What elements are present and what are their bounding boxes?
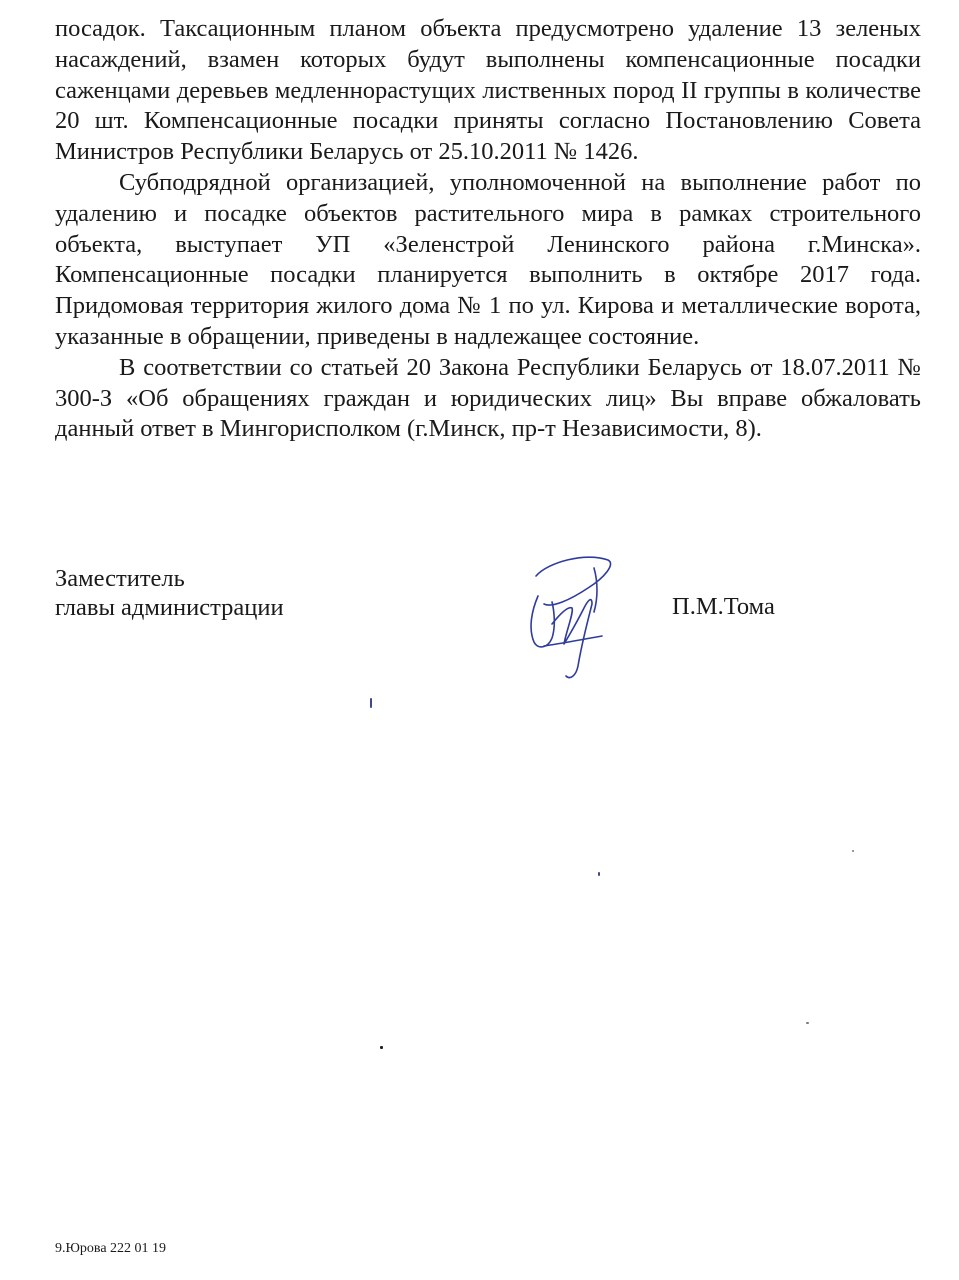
signatory-position-line-2: главы администрации: [55, 594, 284, 621]
paragraph-appeal-rights: В соответствии со статьей 20 Закона Республики Беларусь от 18.07.2011 № 300-З «Об обращениях граждан и юридических лиц» Вы вправе обжаловать данный ответ в Мингорисполком (г.Минск, пр-т Независимости, 8).: [55, 353, 921, 443]
signatory-name: П.М.Тома: [672, 593, 775, 620]
letter-body: [55, 14, 921, 445]
executor-contact: 9.Юрова 222 01 19: [55, 1241, 167, 1256]
paragraph-subcontractor: Субподрядной организацией, уполномоченной на выполнение работ по удалению и посадке объектов растительного мира в рамках строительного объекта, выступает УП «Зеленстрой Ленинского района г.Минска». Компенсационные посадки планируется выполнить в октябре 2017 года. Придомовая территория жилого дома № 1 по ул. Кирова и металлические ворота, указанные в обращении, приведены в надлежащее состояние.: [55, 168, 921, 350]
signatory-position-line-1: Заместитель: [55, 565, 185, 592]
signatory-position: [55, 564, 284, 622]
scan-speck: [380, 1046, 383, 1049]
handwritten-signature: [508, 548, 628, 688]
paragraph-compensation-planting: посадок. Таксационным планом объекта предусмотрено удаление 13 зеленых насаждений, взамен которых будут выполнены компенсационные посадки саженцами деревьев медленнорастущих лиственных пород II группы в количестве 20 шт. Компенсационные посадки приняты согласно Постановлению Совета Министров Республики Беларусь от 25.10.2011 № 1426.: [55, 15, 921, 166]
scan-speck: [370, 698, 372, 708]
scan-speck: [852, 850, 854, 852]
scan-speck: [806, 1022, 809, 1024]
scan-speck: [598, 872, 600, 876]
